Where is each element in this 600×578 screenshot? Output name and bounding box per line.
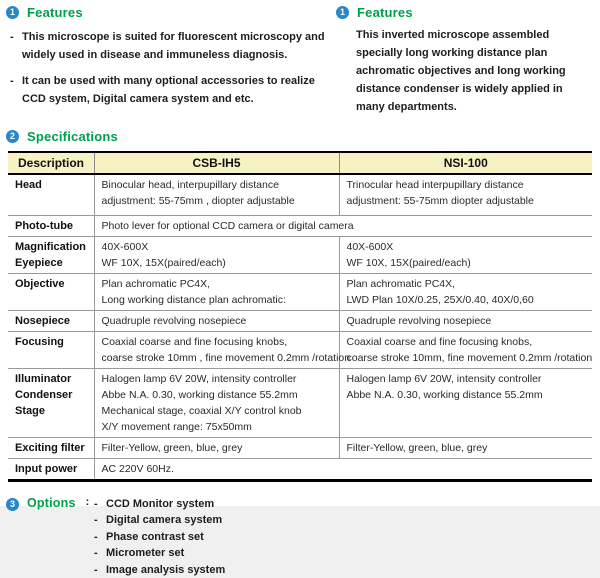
cell-line: Photo lever for optional CCD camera or digital camera: [102, 218, 589, 234]
row-label: Head: [15, 177, 90, 193]
option-item: [94, 496, 225, 513]
cell-line: Trinocular head interpupillary distance: [347, 177, 589, 193]
cell-line: coarse stroke 10mm , fine movement 0.2mm /rotation: [102, 350, 335, 366]
cell-line: AC 220V 60Hz.: [102, 461, 589, 477]
cell-line: Quadruple revolving nosepiece: [102, 313, 335, 329]
dash-bullet-icon: -: [94, 496, 106, 513]
row-label: Nosepiece: [15, 313, 90, 329]
features-section: [0, 5, 600, 116]
table-row-magnification: [8, 236, 592, 273]
cell-line: 40X-600X: [102, 239, 335, 255]
cell-line: Halogen lamp 6V 20W, intensity controller: [347, 371, 589, 387]
option-item: [94, 512, 225, 529]
row-label: Stage: [15, 403, 90, 419]
option-item-label: Digital camera system: [106, 512, 222, 529]
cell-line: Mechanical stage, coaxial X/Y control knob: [102, 403, 335, 419]
column-header-csb-ih5: CSB-IH5: [94, 152, 339, 174]
specifications-title: Specifications: [27, 129, 118, 144]
row-label: Input power: [15, 461, 90, 477]
table-row-focusing: [8, 331, 592, 368]
features-right-title: Features: [357, 5, 413, 20]
row-label: Magnification: [15, 239, 90, 255]
table-row-photo-tube: [8, 215, 592, 236]
features-left-heading: [6, 5, 332, 20]
cell-line: coarse stroke 10mm, fine movement 0.2mm /rotation: [347, 350, 589, 366]
number-1-badge-icon: 1: [6, 6, 19, 19]
row-label: Condenser: [15, 387, 90, 403]
table-header-row: [8, 152, 592, 174]
column-header-nsi-100: NSI-100: [339, 152, 592, 174]
table-row-exciting-filter: [8, 437, 592, 458]
options-heading: [6, 496, 88, 578]
cell-line: Abbe N.A. 0.30, working distance 55.2mm: [347, 387, 589, 403]
option-item-label: CCD Monitor system: [106, 496, 214, 513]
table-row-head: [8, 174, 592, 215]
features-left-title: Features: [27, 5, 83, 20]
row-label: Illuminator: [15, 371, 90, 387]
cell-line: Filter-Yellow, green, blue, grey: [102, 440, 335, 456]
number-2-badge-icon: 2: [6, 130, 19, 143]
feature-bullet-text: This microscope is suited for fluorescent microscopy and widely used in disease and immuneless diagnosis.: [22, 28, 332, 64]
cell-line: WF 10X, 15X(paired/each): [347, 255, 589, 271]
cell-line: WF 10X, 15X(paired/each): [102, 255, 335, 271]
cell-line: Plan achromatic PC4X,: [102, 276, 335, 292]
feature-bullet-text: It can be used with many optional accessories to realize CCD system, Digital camera system and etc.: [22, 72, 332, 108]
option-item: [94, 545, 225, 562]
features-right-column: [332, 5, 594, 116]
row-label: Eyepiece: [15, 255, 90, 271]
row-label: Focusing: [15, 334, 90, 350]
number-3-badge-icon: 3: [6, 498, 19, 511]
cell-line: Plan achromatic PC4X,: [347, 276, 589, 292]
dash-bullet-icon: -: [94, 562, 106, 578]
cell-line: X/Y movement range: 75x50mm: [102, 419, 335, 435]
cell-line: Filter-Yellow, green, blue, grey: [347, 440, 589, 456]
table-row-nosepiece: [8, 310, 592, 331]
cell-line: adjustment: 55-75mm diopter adjustable: [347, 193, 589, 209]
option-item-label: Phase contrast set: [106, 529, 204, 546]
cell-line: 40X-600X: [347, 239, 589, 255]
specifications-heading: [6, 129, 600, 144]
row-label: Exciting filter: [15, 440, 90, 456]
cell-line: Coaxial coarse and fine focusing knobs,: [102, 334, 335, 350]
row-label: Photo-tube: [15, 218, 90, 234]
cell-line: Long working distance plan achromatic:: [102, 292, 335, 308]
features-right-heading: [336, 5, 594, 20]
option-item-label: Image analysis system: [106, 562, 225, 578]
options-section: [6, 496, 600, 578]
options-list: [94, 496, 225, 578]
dash-bullet-icon: -: [94, 512, 106, 529]
cell-line: LWD Plan 10X/0.25, 25X/0.40, 40X/0,60: [347, 292, 589, 308]
column-header-description: Description: [8, 152, 94, 174]
cell-line: Abbe N.A. 0.30, working distance 55.2mm: [102, 387, 335, 403]
table-row-input-power: [8, 458, 592, 480]
cell-line: Binocular head, interpupillary distance: [102, 177, 335, 193]
options-title: Options: [27, 496, 76, 510]
cell-line: Halogen lamp 6V 20W, intensity controller: [102, 371, 335, 387]
dash-bullet-icon: -: [10, 28, 22, 64]
table-row-illuminator-condenser-stage: [8, 368, 592, 437]
options-colon: :: [86, 496, 90, 508]
dash-bullet-icon: -: [10, 72, 22, 108]
feature-bullet: [10, 28, 332, 64]
feature-bullet: [10, 72, 332, 108]
cell-line: Quadruple revolving nosepiece: [347, 313, 589, 329]
cell-line: adjustment: 55-75mm , diopter adjustable: [102, 193, 335, 209]
option-item: [94, 529, 225, 546]
table-row-objective: [8, 273, 592, 310]
dash-bullet-icon: -: [94, 545, 106, 562]
option-item: [94, 562, 225, 578]
specifications-table: [8, 151, 592, 482]
row-label: Objective: [15, 276, 90, 292]
features-left-column: [6, 5, 332, 116]
option-item-label: Micrometer set: [106, 545, 184, 562]
number-1-badge-icon: 1: [336, 6, 349, 19]
features-right-text: This inverted microscope assembled specially long working distance plan achromatic objectives and long working distance condenser is widely applied in many departments.: [356, 26, 594, 116]
cell-line: Coaxial coarse and fine focusing knobs,: [347, 334, 589, 350]
dash-bullet-icon: -: [94, 529, 106, 546]
